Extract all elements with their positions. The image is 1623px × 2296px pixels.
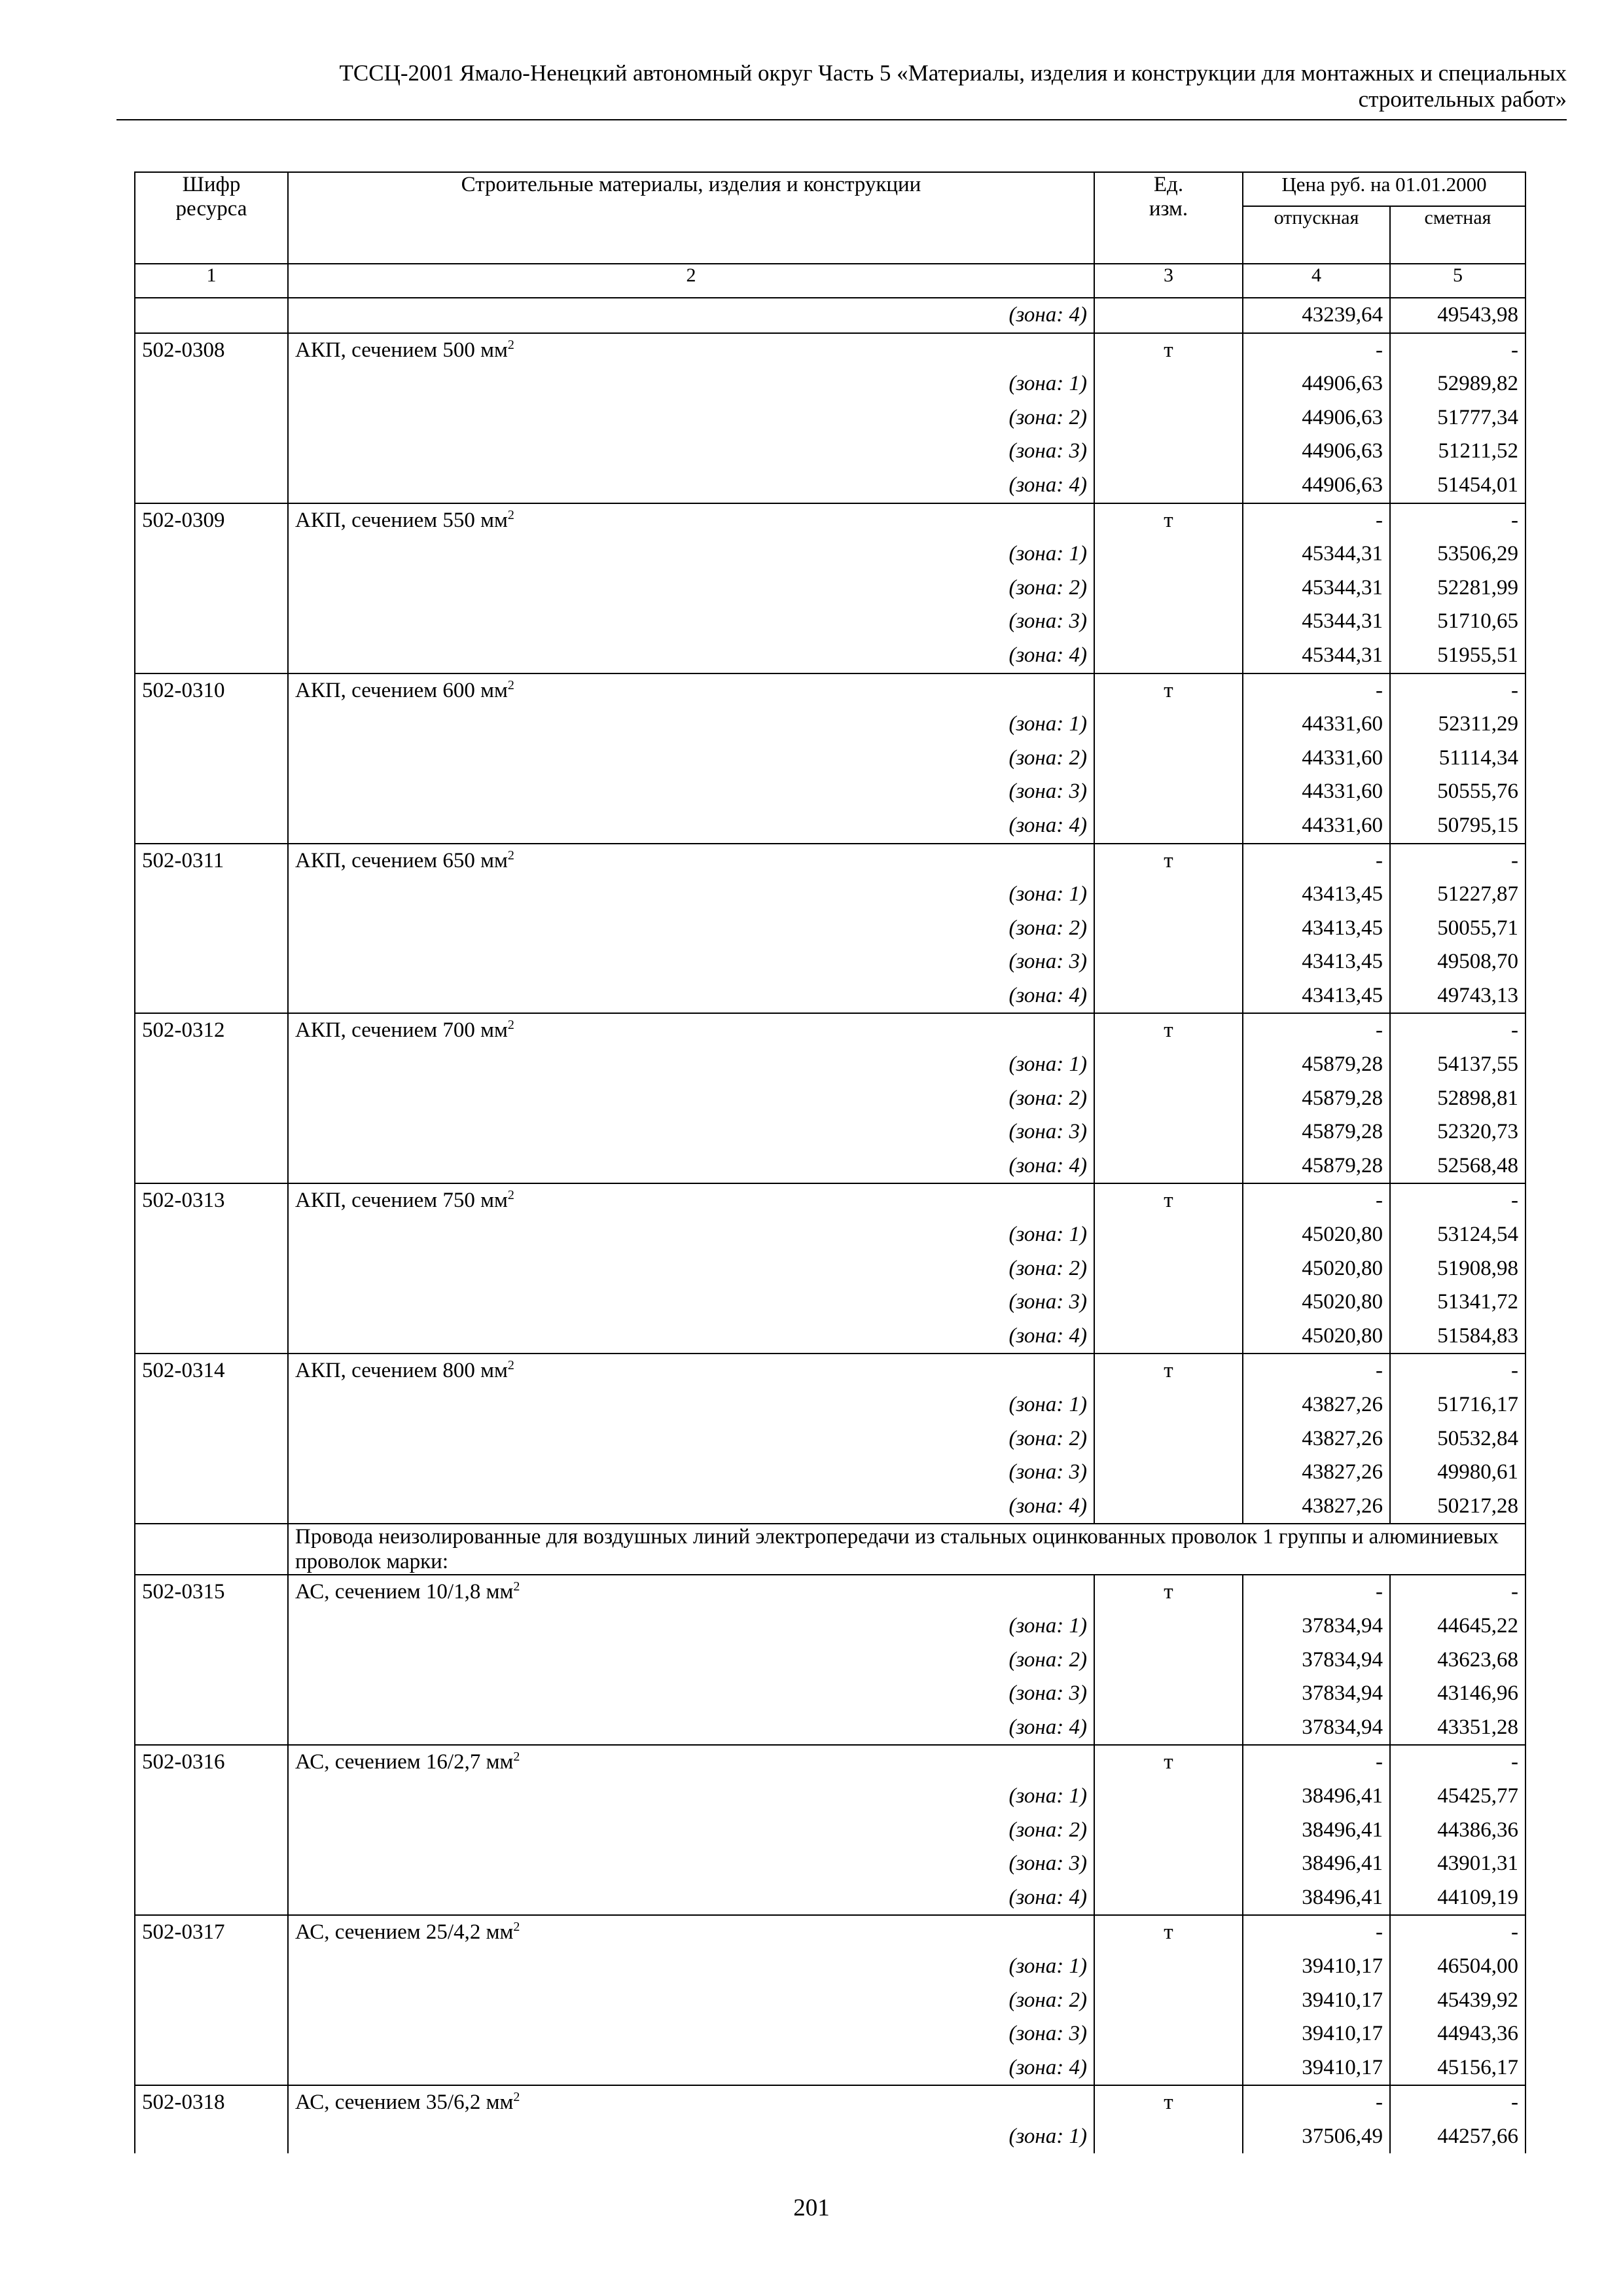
unit-mm: мм <box>480 338 508 362</box>
estimate-price: 44645,22 <box>1390 1609 1525 1643</box>
zone-label: (зона: 3) <box>288 1285 1094 1319</box>
table-row <box>135 571 1525 605</box>
estimate-price: 52320,73 <box>1390 1115 1525 1149</box>
table-row <box>135 1319 1525 1354</box>
header-line-1: ТССЦ-2001 Ямало-Ненецкий автономный округ Часть 5 «Материалы, изделия и конструкции для монтажных и специальных <box>339 60 1567 86</box>
estimate-price: 54137,55 <box>1390 1048 1525 1082</box>
price-table <box>134 171 1526 2153</box>
estimate-price: 50795,15 <box>1390 809 1525 844</box>
estimate-price: 51777,34 <box>1390 401 1525 435</box>
estimate-price: - <box>1390 1013 1525 1048</box>
material-name-text: АКП, сечением 600 <box>295 678 475 702</box>
estimate-price: - <box>1390 673 1525 708</box>
zone-label: (зона: 2) <box>288 571 1094 605</box>
unit-of-measure: т <box>1094 844 1243 878</box>
material-name <box>288 2085 1094 2120</box>
zone-label: (зона: 1) <box>288 1388 1094 1422</box>
zone-label: (зона: 2) <box>288 1252 1094 1286</box>
estimate-price: 49980,61 <box>1390 1456 1525 1490</box>
estimate-price: 52568,48 <box>1390 1149 1525 1184</box>
estimate-price: 50555,76 <box>1390 775 1525 809</box>
material-name <box>288 673 1094 708</box>
release-price: - <box>1243 1354 1390 1388</box>
header-release-price: отпускная <box>1243 206 1390 264</box>
header-col-number: 2 <box>288 264 1094 298</box>
release-price: 43827,26 <box>1243 1388 1390 1422</box>
table-row <box>135 537 1525 571</box>
estimate-price: 52281,99 <box>1390 571 1525 605</box>
zone-label: (зона: 2) <box>288 401 1094 435</box>
table-row <box>135 1048 1525 1082</box>
table-row <box>135 1422 1525 1456</box>
table-row <box>135 401 1525 435</box>
page-number: 201 <box>793 2195 830 2221</box>
zone-label: (зона: 2) <box>288 1082 1094 1116</box>
table-row <box>135 945 1525 979</box>
release-price: 43413,45 <box>1243 945 1390 979</box>
zone-label: (зона: 3) <box>288 945 1094 979</box>
estimate-price: 44943,36 <box>1390 2017 1525 2051</box>
table-row <box>135 1677 1525 1711</box>
zone-label: (зона: 3) <box>288 775 1094 809</box>
release-price: 45344,31 <box>1243 605 1390 639</box>
release-price: 43827,26 <box>1243 1422 1390 1456</box>
section-heading: Провода неизолированные для воздушных линий электропередачи из стальных оцинкованных проволок 1 группы и алюминиевых проволок марки: <box>288 1524 1525 1575</box>
unit-of-measure: т <box>1094 1013 1243 1048</box>
zone-label: (зона: 4) <box>288 1711 1094 1746</box>
zone-label: (зона: 2) <box>288 1984 1094 2018</box>
release-price: 45879,28 <box>1243 1082 1390 1116</box>
material-name-text: АС, сечением 10/1,8 <box>295 1580 481 1604</box>
table-row <box>135 1814 1525 1848</box>
header-line-2: строительных работ» <box>1358 86 1567 112</box>
zone-label: (зона: 3) <box>288 1115 1094 1149</box>
table-row <box>135 1609 1525 1643</box>
zone-label: (зона: 3) <box>288 605 1094 639</box>
estimate-price: 49543,98 <box>1390 298 1525 333</box>
release-price: 45879,28 <box>1243 1115 1390 1149</box>
estimate-price: - <box>1390 1183 1525 1218</box>
release-price: 45879,28 <box>1243 1048 1390 1082</box>
zone-label: (зона: 2) <box>288 1814 1094 1848</box>
resource-code: 502-0309 <box>135 503 288 538</box>
estimate-price: 49508,70 <box>1390 945 1525 979</box>
material-name <box>288 503 1094 538</box>
material-name-text: АКП, сечением 700 <box>295 1018 475 1043</box>
table-row <box>135 2120 1525 2154</box>
estimate-price: 52898,81 <box>1390 1082 1525 1116</box>
release-price: 45879,28 <box>1243 1149 1390 1184</box>
estimate-price: 45439,92 <box>1390 1984 1525 2018</box>
table-body <box>135 298 1525 2153</box>
release-price: 39410,17 <box>1243 2051 1390 2086</box>
superscript-2: 2 <box>513 1579 520 1594</box>
section-row <box>135 1524 1525 1575</box>
table-row <box>135 775 1525 809</box>
table-row <box>135 367 1525 401</box>
zone-label: (зона: 2) <box>288 742 1094 776</box>
estimate-price: - <box>1390 844 1525 878</box>
superscript-2: 2 <box>513 1749 520 1765</box>
release-price: 45020,80 <box>1243 1319 1390 1354</box>
header-name: Строительные материалы, изделия и конструкции <box>288 172 1094 264</box>
estimate-price: 43146,96 <box>1390 1677 1525 1711</box>
superscript-2: 2 <box>507 1018 514 1033</box>
table-row <box>135 809 1525 844</box>
table-row <box>135 1881 1525 1916</box>
table-row <box>135 979 1525 1014</box>
table-row <box>135 1711 1525 1746</box>
zone-label: (зона: 4) <box>288 1881 1094 1916</box>
superscript-2: 2 <box>513 1920 520 1935</box>
material-name-text: АС, сечением 35/6,2 <box>295 2090 481 2115</box>
unit-of-measure: т <box>1094 1354 1243 1388</box>
release-price: 38496,41 <box>1243 1814 1390 1848</box>
release-price: 44906,63 <box>1243 401 1390 435</box>
zone-label: (зона: 1) <box>288 1048 1094 1082</box>
unit-mm: мм <box>486 2090 514 2115</box>
release-price: 44331,60 <box>1243 775 1390 809</box>
estimate-price: 51716,17 <box>1390 1388 1525 1422</box>
table-header <box>135 172 1525 298</box>
estimate-price: 53506,29 <box>1390 537 1525 571</box>
estimate-price: 44109,19 <box>1390 1881 1525 1916</box>
zone-label: (зона: 1) <box>288 2120 1094 2154</box>
resource-code: 502-0314 <box>135 1354 288 1388</box>
table-row <box>135 742 1525 776</box>
release-price: 37834,94 <box>1243 1711 1390 1746</box>
zone-label: (зона: 1) <box>288 878 1094 912</box>
zone-label: (зона: 1) <box>288 1218 1094 1252</box>
release-price: 38496,41 <box>1243 1881 1390 1916</box>
release-price: - <box>1243 1915 1390 1950</box>
table-row <box>135 1847 1525 1881</box>
zone-label: (зона: 1) <box>288 367 1094 401</box>
release-price: - <box>1243 1183 1390 1218</box>
zone-label: (зона: 1) <box>288 708 1094 742</box>
zone-label: (зона: 3) <box>288 1677 1094 1711</box>
estimate-price: - <box>1390 1354 1525 1388</box>
material-name-text: АС, сечением 16/2,7 <box>295 1750 481 1774</box>
zone-label: (зона: 3) <box>288 435 1094 469</box>
unit-mm: мм <box>480 678 508 702</box>
release-price: - <box>1243 844 1390 878</box>
estimate-price: 50532,84 <box>1390 1422 1525 1456</box>
release-price: 37834,94 <box>1243 1677 1390 1711</box>
superscript-2: 2 <box>507 507 514 522</box>
estimate-price: 51454,01 <box>1390 469 1525 503</box>
release-price: - <box>1243 673 1390 708</box>
estimate-price: 52311,29 <box>1390 708 1525 742</box>
zone-label: (зона: 3) <box>288 2017 1094 2051</box>
estimate-price: 51211,52 <box>1390 435 1525 469</box>
unit-mm: мм <box>486 1920 514 1945</box>
unit-mm: мм <box>480 1189 508 1213</box>
release-price: - <box>1243 1013 1390 1048</box>
zone-label: (зона: 4) <box>288 809 1094 844</box>
superscript-2: 2 <box>507 1188 514 1203</box>
table-row <box>135 1780 1525 1814</box>
release-price: - <box>1243 2085 1390 2120</box>
superscript-2: 2 <box>507 848 514 863</box>
estimate-price: 51955,51 <box>1390 639 1525 673</box>
zone-label: (зона: 4) <box>288 1319 1094 1354</box>
release-price: 43827,26 <box>1243 1456 1390 1490</box>
zone-label: (зона: 2) <box>288 1422 1094 1456</box>
material-name-text: АКП, сечением 550 <box>295 508 475 532</box>
table-row <box>135 2085 1525 2120</box>
release-price: 43413,45 <box>1243 912 1390 946</box>
estimate-price: - <box>1390 2085 1525 2120</box>
unit-mm: мм <box>486 1580 514 1604</box>
header-price: Цена руб. на 01.01.2000 <box>1243 172 1525 206</box>
table-row <box>135 605 1525 639</box>
unit-of-measure: т <box>1094 503 1243 538</box>
release-price: 45344,31 <box>1243 537 1390 571</box>
header-code: Шифр ресурса <box>135 172 288 264</box>
zone-label: (зона: 4) <box>288 1490 1094 1524</box>
superscript-2: 2 <box>513 2090 520 2105</box>
table-row <box>135 1115 1525 1149</box>
unit-of-measure: т <box>1094 1183 1243 1218</box>
estimate-price: 52989,82 <box>1390 367 1525 401</box>
table-row <box>135 1950 1525 1984</box>
zone-label: (зона: 4) <box>288 639 1094 673</box>
header-rule <box>116 119 1567 120</box>
release-price: 43827,26 <box>1243 1490 1390 1524</box>
release-price: 43239,64 <box>1243 298 1390 333</box>
material-name <box>288 333 1094 368</box>
release-price: 44331,60 <box>1243 742 1390 776</box>
release-price: 44331,60 <box>1243 809 1390 844</box>
unit-of-measure: т <box>1094 1745 1243 1780</box>
zone-label: (зона: 4) <box>288 979 1094 1014</box>
material-name <box>288 1915 1094 1950</box>
zone-label: (зона: 3) <box>288 1847 1094 1881</box>
estimate-price: 43901,31 <box>1390 1847 1525 1881</box>
table-row <box>135 1915 1525 1950</box>
table-row <box>135 844 1525 878</box>
material-name <box>288 1745 1094 1780</box>
release-price: 45020,80 <box>1243 1218 1390 1252</box>
zone-label: (зона: 3) <box>288 1456 1094 1490</box>
estimate-price: 44386,36 <box>1390 1814 1525 1848</box>
table-row <box>135 1984 1525 2018</box>
table-row <box>135 1149 1525 1184</box>
header-col-number: 5 <box>1390 264 1525 298</box>
superscript-2: 2 <box>507 677 514 692</box>
zone-label: (зона: 2) <box>288 1643 1094 1677</box>
table-row <box>135 1218 1525 1252</box>
release-price: - <box>1243 503 1390 538</box>
resource-code: 502-0313 <box>135 1183 288 1218</box>
unit-of-measure: т <box>1094 673 1243 708</box>
unit-mm: мм <box>480 1359 508 1383</box>
release-price: 45344,31 <box>1243 639 1390 673</box>
unit-mm: мм <box>480 508 508 532</box>
table-row <box>135 469 1525 503</box>
estimate-price: 44257,66 <box>1390 2120 1525 2154</box>
material-name-text: АКП, сечением 750 <box>295 1189 475 1213</box>
release-price: 44331,60 <box>1243 708 1390 742</box>
table-row <box>135 1745 1525 1780</box>
zone-label: (зона: 4) <box>288 1149 1094 1184</box>
zone-label: (зона: 1) <box>288 537 1094 571</box>
estimate-price: 45156,17 <box>1390 2051 1525 2086</box>
release-price: 45344,31 <box>1243 571 1390 605</box>
estimate-price: 50217,28 <box>1390 1490 1525 1524</box>
table-row <box>135 1252 1525 1286</box>
unit-of-measure: т <box>1094 1915 1243 1950</box>
estimate-price: - <box>1390 333 1525 368</box>
release-price: 45020,80 <box>1243 1252 1390 1286</box>
table-row <box>135 2017 1525 2051</box>
material-name-text: АКП, сечением 800 <box>295 1359 475 1383</box>
zone-label: (зона: 4) <box>288 298 1094 333</box>
table-row <box>135 1490 1525 1524</box>
release-price: 43413,45 <box>1243 979 1390 1014</box>
release-price: 44906,63 <box>1243 435 1390 469</box>
release-price: 39410,17 <box>1243 1950 1390 1984</box>
release-price: 38496,41 <box>1243 1780 1390 1814</box>
table-row <box>135 1285 1525 1319</box>
estimate-price: - <box>1390 1915 1525 1950</box>
estimate-price: 51710,65 <box>1390 605 1525 639</box>
table-row <box>135 1643 1525 1677</box>
estimate-price: 45425,77 <box>1390 1780 1525 1814</box>
estimate-price: - <box>1390 1575 1525 1609</box>
estimate-price: 43623,68 <box>1390 1643 1525 1677</box>
table-row <box>135 673 1525 708</box>
release-price: 44906,63 <box>1243 469 1390 503</box>
material-name <box>288 1354 1094 1388</box>
unit-mm: мм <box>480 848 508 872</box>
table-row <box>135 639 1525 673</box>
estimate-price: 51227,87 <box>1390 878 1525 912</box>
release-price: 43413,45 <box>1243 878 1390 912</box>
table-row <box>135 1013 1525 1048</box>
unit-of-measure: т <box>1094 333 1243 368</box>
estimate-price: 50055,71 <box>1390 912 1525 946</box>
table-row <box>135 912 1525 946</box>
material-name <box>288 1575 1094 1609</box>
release-price: 37834,94 <box>1243 1609 1390 1643</box>
release-price: 37506,49 <box>1243 2120 1390 2154</box>
unit-mm: мм <box>480 1018 508 1043</box>
estimate-price: 46504,00 <box>1390 1950 1525 1984</box>
resource-code: 502-0310 <box>135 673 288 708</box>
release-price: 38496,41 <box>1243 1847 1390 1881</box>
header-estimate-price: сметная <box>1390 206 1525 264</box>
zone-label: (зона: 2) <box>288 912 1094 946</box>
release-price: 39410,17 <box>1243 2017 1390 2051</box>
header-col-number: 4 <box>1243 264 1390 298</box>
table-row <box>135 1354 1525 1388</box>
header-col-number: 3 <box>1094 264 1243 298</box>
estimate-price: 53124,54 <box>1390 1218 1525 1252</box>
superscript-2: 2 <box>507 1358 514 1373</box>
material-name-text: АС, сечением 25/4,2 <box>295 1920 481 1945</box>
table-row <box>135 1388 1525 1422</box>
zone-label: (зона: 4) <box>288 469 1094 503</box>
estimate-price: 49743,13 <box>1390 979 1525 1014</box>
estimate-price: 51908,98 <box>1390 1252 1525 1286</box>
resource-code: 502-0312 <box>135 1013 288 1048</box>
superscript-2: 2 <box>507 337 514 352</box>
material-name-text: АКП, сечением 650 <box>295 848 475 872</box>
release-price: 44906,63 <box>1243 367 1390 401</box>
table-row <box>135 1456 1525 1490</box>
table-row <box>135 503 1525 538</box>
table-row <box>135 1575 1525 1609</box>
release-price: - <box>1243 1745 1390 1780</box>
header-col-number: 1 <box>135 264 288 298</box>
table-row <box>135 708 1525 742</box>
material-name <box>288 844 1094 878</box>
unit-of-measure: т <box>1094 1575 1243 1609</box>
zone-label: (зона: 1) <box>288 1950 1094 1984</box>
estimate-price: - <box>1390 503 1525 538</box>
table-row <box>135 435 1525 469</box>
unit-mm: мм <box>486 1750 514 1774</box>
unit-of-measure: т <box>1094 2085 1243 2120</box>
table-row <box>135 878 1525 912</box>
material-name <box>288 1013 1094 1048</box>
release-price: 37834,94 <box>1243 1643 1390 1677</box>
resource-code: 502-0316 <box>135 1745 288 1780</box>
resource-code: 502-0311 <box>135 844 288 878</box>
table-row <box>135 1183 1525 1218</box>
zone-label: (зона: 1) <box>288 1780 1094 1814</box>
release-price: - <box>1243 1575 1390 1609</box>
zone-label: (зона: 4) <box>288 2051 1094 2086</box>
table-row <box>135 333 1525 368</box>
resource-code: 502-0315 <box>135 1575 288 1609</box>
material-name-text: АКП, сечением 500 <box>295 338 475 362</box>
resource-code: 502-0317 <box>135 1915 288 1950</box>
table-row <box>135 2051 1525 2086</box>
estimate-price: 51584,83 <box>1390 1319 1525 1354</box>
release-price: 39410,17 <box>1243 1984 1390 2018</box>
header-unit: Ед. изм. <box>1094 172 1243 264</box>
resource-code: 502-0318 <box>135 2085 288 2120</box>
resource-code: 502-0308 <box>135 333 288 368</box>
estimate-price: - <box>1390 1745 1525 1780</box>
zone-label: (зона: 1) <box>288 1609 1094 1643</box>
estimate-price: 51114,34 <box>1390 742 1525 776</box>
release-price: - <box>1243 333 1390 368</box>
table-row <box>135 1082 1525 1116</box>
material-name <box>288 1183 1094 1218</box>
release-price: 45020,80 <box>1243 1285 1390 1319</box>
estimate-price: 43351,28 <box>1390 1711 1525 1746</box>
running-header <box>116 60 1567 113</box>
table-row <box>135 298 1525 333</box>
estimate-price: 51341,72 <box>1390 1285 1525 1319</box>
